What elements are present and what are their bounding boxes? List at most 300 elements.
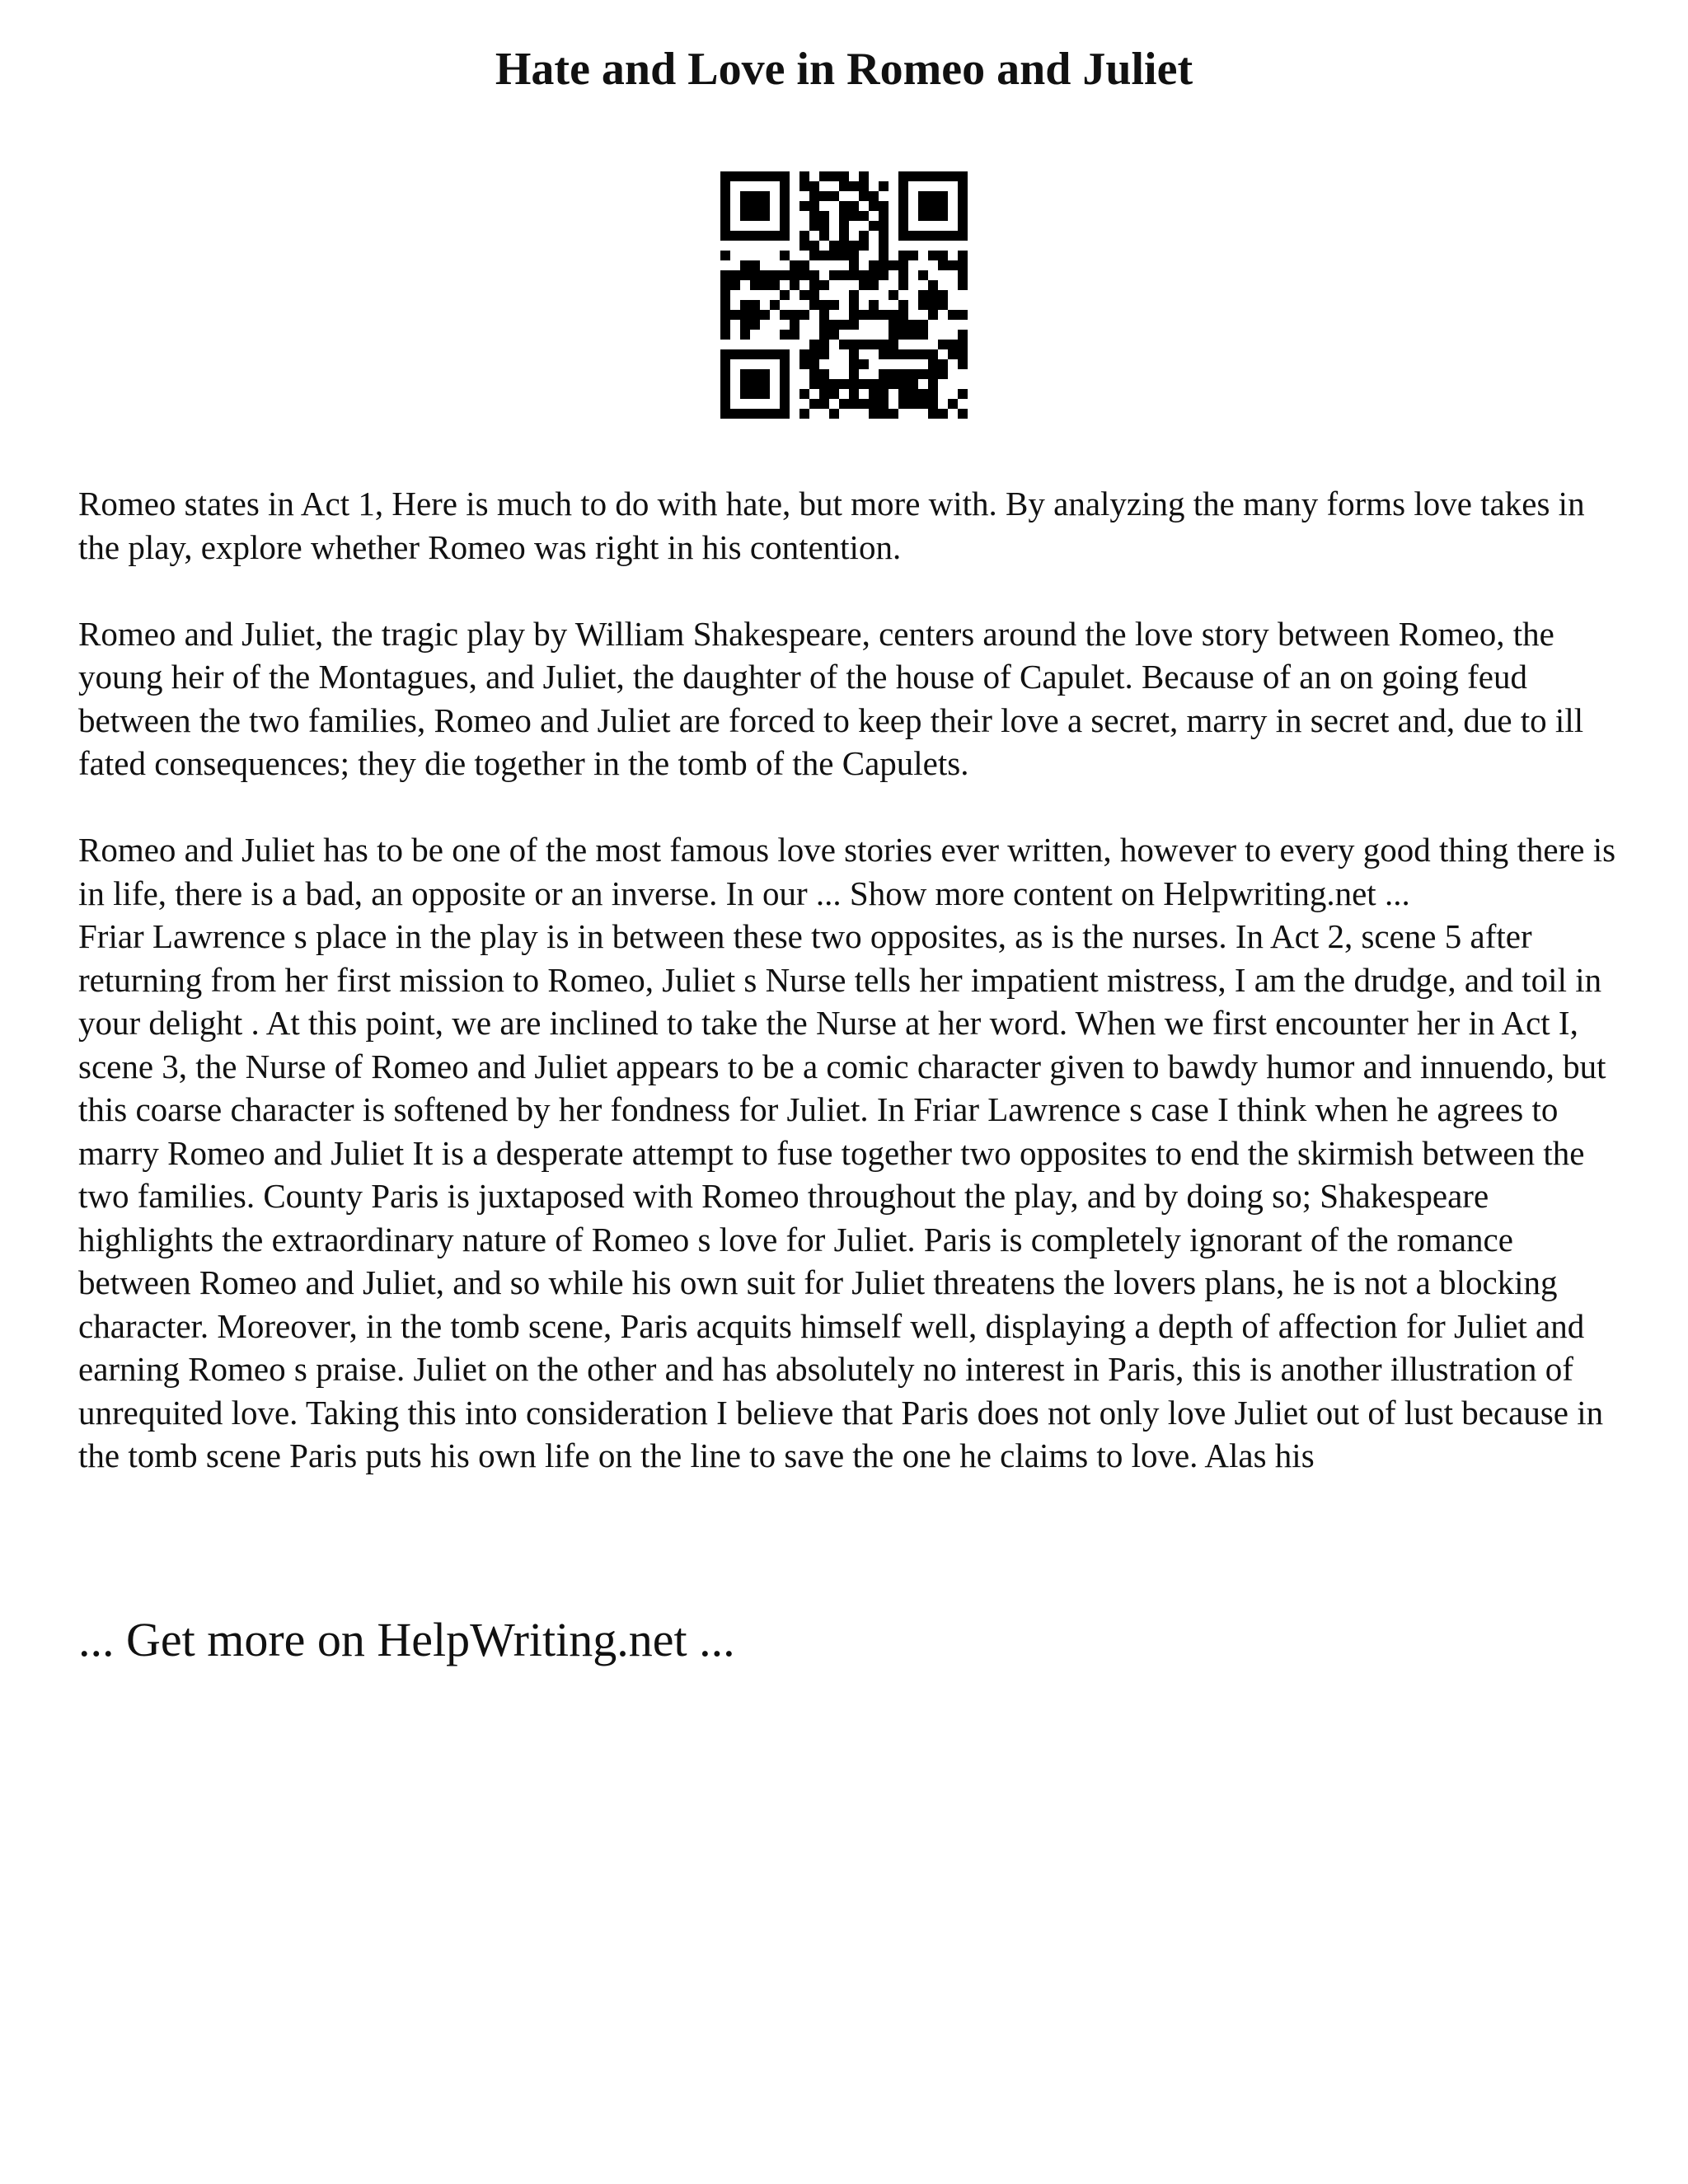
- qr-module: [819, 399, 829, 409]
- qr-module: [780, 359, 790, 369]
- qr-module: [879, 241, 889, 251]
- qr-module: [720, 330, 730, 340]
- qr-module: [809, 280, 819, 290]
- qr-module: [740, 211, 750, 221]
- qr-module: [879, 251, 889, 260]
- qr-module: [720, 369, 730, 379]
- qr-module: [938, 290, 948, 300]
- qr-module: [889, 310, 898, 320]
- qr-module: [819, 340, 829, 349]
- qr-module: [790, 310, 799, 320]
- qr-module: [849, 300, 859, 310]
- qr-module: [720, 191, 730, 201]
- qr-module: [720, 290, 730, 300]
- qr-module: [898, 211, 908, 221]
- qr-module: [790, 270, 799, 280]
- qr-module: [898, 330, 908, 340]
- qr-module: [720, 251, 730, 260]
- qr-module: [889, 290, 898, 300]
- qr-module: [859, 280, 869, 290]
- qr-module: [889, 340, 898, 349]
- qr-module: [780, 409, 790, 419]
- qr-module: [839, 340, 849, 349]
- qr-module: [928, 231, 938, 241]
- qr-module: [750, 409, 760, 419]
- qr-module: [809, 340, 819, 349]
- qr-module: [859, 359, 869, 369]
- qr-module: [958, 310, 968, 320]
- qr-module: [740, 320, 750, 330]
- qr-module: [948, 171, 958, 181]
- qr-module: [849, 359, 859, 369]
- qr-module: [740, 389, 750, 399]
- qr-module: [898, 379, 908, 389]
- qr-module: [770, 349, 780, 359]
- qr-module: [869, 310, 879, 320]
- qr-module: [790, 260, 799, 270]
- qr-module: [859, 241, 869, 251]
- qr-module: [730, 409, 740, 419]
- qr-module: [938, 340, 948, 349]
- qr-module: [760, 310, 770, 320]
- qr-module: [928, 310, 938, 320]
- qr-module: [799, 181, 809, 191]
- qr-module: [869, 280, 879, 290]
- qr-module: [938, 201, 948, 211]
- qr-module: [839, 211, 849, 221]
- qr-module: [819, 330, 829, 340]
- qr-module: [928, 399, 938, 409]
- qr-module: [938, 300, 948, 310]
- qr-module: [770, 231, 780, 241]
- qr-module: [928, 349, 938, 359]
- qr-module: [839, 270, 849, 280]
- qr-module: [849, 181, 859, 191]
- qr-module: [829, 241, 839, 251]
- qr-module: [809, 399, 819, 409]
- qr-module: [928, 280, 938, 290]
- qr-module: [750, 320, 760, 330]
- qr-module: [958, 181, 968, 191]
- qr-module: [898, 270, 908, 280]
- qr-module: [780, 231, 790, 241]
- qr-module: [918, 369, 928, 379]
- qr-module: [918, 231, 928, 241]
- qr-module: [928, 369, 938, 379]
- qr-module: [958, 201, 968, 211]
- qr-module: [859, 310, 869, 320]
- qr-module: [740, 260, 750, 270]
- qr-module: [849, 201, 859, 211]
- qr-module: [720, 181, 730, 191]
- qr-module: [928, 201, 938, 211]
- qr-module: [740, 349, 750, 359]
- qr-module: [928, 191, 938, 201]
- qr-module: [829, 191, 839, 201]
- qr-module: [849, 340, 859, 349]
- qr-module: [809, 359, 819, 369]
- qr-module: [839, 201, 849, 211]
- qr-module: [780, 251, 790, 260]
- qr-module: [809, 300, 819, 310]
- qr-module: [958, 389, 968, 399]
- qr-module: [938, 251, 948, 260]
- qr-module: [740, 409, 750, 419]
- qr-module: [799, 349, 809, 359]
- qr-module: [889, 349, 898, 359]
- qr-module: [918, 349, 928, 359]
- qr-module: [918, 191, 928, 201]
- qr-module: [829, 270, 839, 280]
- qr-module: [720, 300, 730, 310]
- qr-module: [889, 330, 898, 340]
- qr-module: [819, 221, 829, 231]
- qr-module: [780, 171, 790, 181]
- qr-module: [879, 270, 889, 280]
- qr-module: [760, 389, 770, 399]
- qr-module: [760, 270, 770, 280]
- qr-module: [829, 389, 839, 399]
- qr-module: [898, 320, 908, 330]
- qr-module: [720, 389, 730, 399]
- qr-module: [839, 231, 849, 241]
- qr-module: [720, 171, 730, 181]
- qr-module: [720, 399, 730, 409]
- qr-module: [908, 399, 918, 409]
- qr-module: [918, 270, 928, 280]
- qr-module: [928, 211, 938, 221]
- qr-module: [918, 399, 928, 409]
- qr-module: [740, 270, 750, 280]
- qr-module: [958, 191, 968, 201]
- qr-module: [829, 300, 839, 310]
- qr-module: [908, 171, 918, 181]
- qr-module: [928, 251, 938, 260]
- qr-module: [809, 349, 819, 359]
- qr-module: [730, 171, 740, 181]
- qr-module: [780, 181, 790, 191]
- qr-module: [809, 251, 819, 260]
- qr-module: [829, 330, 839, 340]
- qr-module: [869, 201, 879, 211]
- qr-module: [958, 359, 968, 369]
- qr-module: [938, 231, 948, 241]
- qr-module: [720, 409, 730, 419]
- qr-module: [799, 241, 809, 251]
- qr-module: [760, 171, 770, 181]
- qr-module: [859, 171, 869, 181]
- qr-module: [879, 389, 889, 399]
- qr-module: [958, 221, 968, 231]
- qr-module: [720, 280, 730, 290]
- qr-module: [859, 270, 869, 280]
- qr-module: [829, 320, 839, 330]
- qr-module: [809, 201, 819, 211]
- qr-module: [938, 409, 948, 419]
- qr-module: [928, 300, 938, 310]
- qr-module: [918, 171, 928, 181]
- qr-module: [948, 399, 958, 409]
- qr-module: [839, 399, 849, 409]
- qr-module: [809, 211, 819, 221]
- qr-module: [809, 191, 819, 201]
- qr-module: [740, 171, 750, 181]
- qr-code-icon: [720, 171, 968, 419]
- qr-module: [869, 221, 879, 231]
- qr-module: [918, 201, 928, 211]
- qr-module: [780, 399, 790, 409]
- qr-module: [918, 290, 928, 300]
- qr-module: [809, 379, 819, 389]
- qr-module: [849, 310, 859, 320]
- qr-module: [928, 290, 938, 300]
- qr-module: [720, 310, 730, 320]
- qr-module: [750, 201, 760, 211]
- qr-module: [898, 389, 908, 399]
- qr-module: [918, 320, 928, 330]
- qr-module: [879, 201, 889, 211]
- qr-module: [839, 171, 849, 181]
- qr-module: [760, 409, 770, 419]
- qr-module: [839, 251, 849, 260]
- qr-module: [819, 310, 829, 320]
- qr-module: [839, 379, 849, 389]
- qr-module: [819, 171, 829, 181]
- qr-module: [938, 260, 948, 270]
- qr-module: [799, 389, 809, 399]
- qr-module: [889, 379, 898, 389]
- qr-module: [819, 389, 829, 399]
- qr-module: [819, 300, 829, 310]
- qr-module: [859, 231, 869, 241]
- qr-module: [918, 330, 928, 340]
- qr-module: [780, 201, 790, 211]
- qr-module: [918, 389, 928, 399]
- qr-module: [869, 191, 879, 201]
- qr-module: [799, 231, 809, 241]
- qr-module: [740, 191, 750, 201]
- qr-module: [720, 231, 730, 241]
- qr-module: [958, 260, 968, 270]
- qr-module: [928, 409, 938, 419]
- qr-module: [958, 330, 968, 340]
- qr-module: [730, 231, 740, 241]
- qr-module: [809, 181, 819, 191]
- qr-module: [879, 349, 889, 359]
- qr-module: [889, 260, 898, 270]
- qr-module: [799, 260, 809, 270]
- qr-module: [879, 231, 889, 241]
- qr-module: [750, 171, 760, 181]
- get-more-link[interactable]: ... Get more on HelpWriting.net ...: [78, 1613, 735, 1666]
- qr-module: [849, 270, 859, 280]
- qr-module: [908, 389, 918, 399]
- qr-module: [720, 201, 730, 211]
- qr-module: [760, 379, 770, 389]
- qr-module: [898, 201, 908, 211]
- qr-module: [799, 270, 809, 280]
- intro-paragraph: Romeo states in Act 1, Here is much to do with hate, but more with. By analyzing the many forms love takes in the play, explore whether Romeo was right in his contention.: [78, 485, 1585, 566]
- qr-module: [918, 300, 928, 310]
- qr-module: [898, 349, 908, 359]
- qr-module: [849, 260, 859, 270]
- qr-module: [780, 330, 790, 340]
- qr-module: [750, 379, 760, 389]
- qr-module: [740, 330, 750, 340]
- qr-module: [948, 260, 958, 270]
- qr-module: [819, 251, 829, 260]
- famous-love-paragraph: Romeo and Juliet has to be one of the most famous love stories ever written, however to every good thing there is in life, there is a bad, an opposite or an inverse. In our ... Show more content on Helpwriting.net ...: [78, 831, 1616, 912]
- qr-module: [770, 270, 780, 280]
- qr-module: [720, 221, 730, 231]
- qr-module: [740, 201, 750, 211]
- qr-module: [938, 211, 948, 221]
- qr-module: [780, 379, 790, 389]
- qr-module: [938, 369, 948, 379]
- qr-module: [819, 231, 829, 241]
- qr-module: [760, 369, 770, 379]
- qr-module: [958, 171, 968, 181]
- qr-module: [879, 399, 889, 409]
- qr-module: [750, 191, 760, 201]
- qr-module: [730, 349, 740, 359]
- qr-module: [750, 231, 760, 241]
- essay-body: [78, 482, 1628, 1478]
- qr-module: [819, 191, 829, 201]
- qr-module: [720, 359, 730, 369]
- qr-module: [889, 369, 898, 379]
- qr-module: [879, 369, 889, 379]
- qr-module: [780, 369, 790, 379]
- qr-module: [898, 181, 908, 191]
- qr-module: [750, 389, 760, 399]
- qr-module: [760, 280, 770, 290]
- qr-module: [879, 409, 889, 419]
- qr-module: [770, 171, 780, 181]
- qr-module: [849, 320, 859, 330]
- qr-module: [948, 349, 958, 359]
- qr-module: [750, 369, 760, 379]
- qr-module: [780, 290, 790, 300]
- qr-module: [750, 280, 760, 290]
- qr-module: [799, 409, 809, 419]
- qr-module: [859, 399, 869, 409]
- qr-module: [839, 241, 849, 251]
- qr-module: [898, 369, 908, 379]
- qr-module: [770, 409, 780, 419]
- qr-module: [898, 231, 908, 241]
- qr-module: [898, 191, 908, 201]
- qr-module: [829, 251, 839, 260]
- qr-module: [740, 369, 750, 379]
- qr-module: [869, 270, 879, 280]
- qr-module: [898, 260, 908, 270]
- qr-module: [879, 310, 889, 320]
- qr-module: [879, 181, 889, 191]
- qr-module: [730, 270, 740, 280]
- qr-module: [908, 251, 918, 260]
- qr-module: [928, 389, 938, 399]
- qr-module: [879, 260, 889, 270]
- qr-module: [869, 389, 879, 399]
- qr-module: [958, 280, 968, 290]
- qr-module: [819, 320, 829, 330]
- qr-module: [740, 231, 750, 241]
- qr-module: [879, 221, 889, 231]
- qr-module: [750, 270, 760, 280]
- qr-module: [918, 211, 928, 221]
- qr-module: [928, 379, 938, 389]
- qr-module: [849, 241, 859, 251]
- qr-module: [720, 379, 730, 389]
- qr-module: [750, 349, 760, 359]
- qr-module: [908, 369, 918, 379]
- page-title: Hate and Love in Romeo and Juliet: [495, 44, 1193, 95]
- qr-module: [809, 270, 819, 280]
- qr-module: [750, 211, 760, 221]
- qr-module: [849, 369, 859, 379]
- qr-module: [898, 251, 908, 260]
- qr-module: [760, 191, 770, 201]
- qr-module: [849, 389, 859, 399]
- qr-module: [889, 320, 898, 330]
- qr-module: [908, 231, 918, 241]
- qr-module: [839, 221, 849, 231]
- qr-module: [740, 300, 750, 310]
- qr-module: [898, 171, 908, 181]
- qr-module: [760, 231, 770, 241]
- qr-module: [730, 280, 740, 290]
- qr-module: [799, 290, 809, 300]
- qr-module: [908, 330, 918, 340]
- qr-module: [859, 340, 869, 349]
- qr-module: [958, 270, 968, 280]
- summary-paragraph: Romeo and Juliet, the tragic play by William Shakespeare, centers around the love story between Romeo, the young heir of the Montagues, and Juliet, the daughter of the house of Capulet. Because of an on going feud between the two families, Romeo and Juliet are forced to keep their love a secret, marry in secret and, due to ill fated consequences; they die together in the tomb of the Capulets.: [78, 614, 1584, 782]
- qr-module: [859, 211, 869, 221]
- qr-module: [849, 349, 859, 359]
- qr-module: [869, 260, 879, 270]
- qr-module: [859, 379, 869, 389]
- qr-module: [720, 211, 730, 221]
- qr-module: [740, 379, 750, 389]
- qr-module: [770, 280, 780, 290]
- qr-module: [819, 379, 829, 389]
- qr-module: [839, 181, 849, 191]
- qr-module: [819, 369, 829, 379]
- qr-module: [760, 211, 770, 221]
- qr-module: [770, 300, 780, 310]
- qr-module: [958, 340, 968, 349]
- qr-module: [740, 310, 750, 320]
- qr-module: [849, 290, 859, 300]
- qr-module: [948, 231, 958, 241]
- qr-module: [730, 310, 740, 320]
- qr-module: [819, 349, 829, 359]
- qr-module: [879, 340, 889, 349]
- qr-module: [720, 320, 730, 330]
- qr-module: [839, 320, 849, 330]
- qr-module: [750, 310, 760, 320]
- qr-module: [790, 320, 799, 330]
- qr-module: [898, 221, 908, 231]
- qr-module: [799, 359, 809, 369]
- qr-module: [958, 231, 968, 241]
- qr-module: [829, 171, 839, 181]
- qr-module: [750, 300, 760, 310]
- qr-module: [799, 201, 809, 211]
- qr-module: [879, 211, 889, 221]
- qr-module: [790, 330, 799, 340]
